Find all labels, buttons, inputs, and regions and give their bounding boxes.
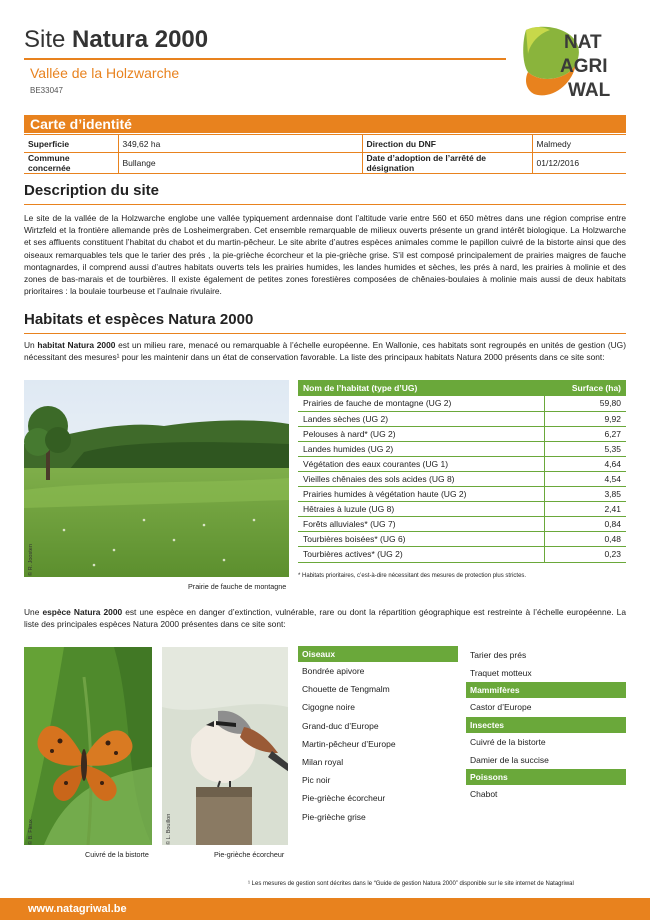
species-group-heading: Poissons [466,769,626,785]
title-divider [24,58,506,60]
logo-text-1: NAT [564,32,602,53]
species-group-heading: Mammifères [466,682,626,698]
section-divider [24,204,626,205]
list-item: Grand-duc d’Europe [302,720,379,731]
list-item: Cigogne noire [302,702,355,713]
table-header: Surface (ha) [544,380,626,396]
identity-value: 349,62 ha [118,135,362,153]
table-row: Prairies de fauche de montagne (UG 2) 59,80 [298,396,626,411]
photo-caption: Pie-grièche écorcheur [214,850,285,859]
description-text: Le site de la vallée de la Holzwarche englobe une vallée typiquement ardennaise dont l’altitude varie entre 560 et 650 mètres dans une région comprise entre Wirtzfeld et la frontière allemande près de Losheimergraben. Cet ensemble remarquable de milieux ouverts présente un grand intérêt biologique. La Holzwarche et ses affluents constituent l’habitat du chabot et du martin-pêcheur. Le site abrite d’autres espèces animales comme le papillon cuivré de la bistorte ainsi que des oiseaux remarquables tels que le tarier des prés , la pie-grièche écorcheur et la pie-grièche grise. S’il est composé principalement de prairies maigres de fauche montagnardes, il comprend aussi d’autres habitats ouverts tels les prairies humides, les landes humides et sèches, les prés à nard, les prairies à molinie et des zones de bas-marais et de tourbières. Il existe également de petites zones forestières composées de chênaies-boulaies à molinie mais aussi de deux habitats prioritaires : la boulaie tourbeuse et l’aulnaie rivulaire. [24,213,626,297]
table-row: Vieilles chênaies des sols acides (UG 8) 4,54 [298,471,626,486]
logo-text-3: WAL [568,80,611,101]
table-row: Forêts alluviales* (UG 7) 0,84 [298,517,626,532]
habitats-heading: Habitats et espèces Natura 2000 [24,311,254,328]
photo-credit: © B. Fieux [28,819,34,845]
table-row: Hêtraies à luzule (UG 8) 2,41 [298,502,626,517]
list-item: Cuivré de la bistorte [470,736,546,747]
species-group-heading: Oiseaux [298,646,458,662]
habitats-table [298,380,626,563]
butterfly-photo [24,647,152,845]
footnote: ¹ Les mesures de gestion sont décrites dans le “Guide de gestion Natura 2000” disponible sur le site internet de Natagriwal [248,881,574,887]
list-item: Castor d’Europe [470,702,532,713]
photo-caption: Prairie de fauche de montagne [188,582,287,591]
species-column-birds [298,646,458,826]
identity-value: Malmedy [532,135,626,153]
table-row: Tourbières actives* (UG 2) 0,23 [298,547,626,562]
identity-label: Date d’adoption de l’arrêté de désignation [362,153,532,174]
table-row: Végétation des eaux courantes (UG 1) 4,64 [298,456,626,471]
photo-caption: Cuivré de la bistorte [85,850,149,859]
page-title: Site Natura 2000 [24,26,209,53]
species-group-heading: Insectes [466,717,626,733]
shrike-photo [162,647,288,845]
natagriwal-logo [520,24,630,104]
list-item: Tarier des prés [470,650,527,660]
list-item: Bondrée apivore [302,666,365,676]
identity-value: Bullange [118,153,362,174]
species-column-others [466,646,626,803]
list-item: Pie-grièche grise [302,811,366,822]
table-row: Pelouses à nard* (UG 2) 6,27 [298,426,626,441]
habitats-footnote: * Habitats prioritaires, c’est-à-dire nécessitant des mesures de protection plus strictes. [298,573,527,579]
table-row: Landes sèches (UG 2) 9,92 [298,411,626,426]
list-item: Milan royal [302,756,344,767]
photo-credit: © L. Bouillon [166,813,172,845]
identity-label: Superficie [24,135,118,153]
list-item: Martin-pêcheur d’Europe [302,738,396,749]
habitats-intro: Un habitat Natura 2000 est un milieu rare, menacé ou remarquable à l’échelle européenne. En Wallonie, ces habitats sont regroupés en unités de gestion (UG) nécessitant des mesures¹ pour les maintenir dans un état de conservation favorable. La liste des principaux habitats Natura 2000 présents dans ce site sont: [24,340,626,363]
list-item: Pic noir [302,775,331,786]
description-heading: Description du site [24,182,160,199]
identity-label: Direction du DNF [362,135,532,153]
table-row: Prairies humides à végétation haute (UG 2) 3,85 [298,487,626,502]
meadow-photo [24,380,289,577]
list-item: Chouette de Tengmalm [302,684,390,695]
list-item: Damier de la succise [470,754,549,765]
logo-text-2: AGRI [560,56,608,77]
section-divider [24,333,626,334]
list-item: Traquet motteux [470,668,532,679]
website-link[interactable]: www.natagriwal.be [28,903,127,915]
identity-label: Commune concernée [24,153,118,174]
list-item: Pie-grièche écorcheur [302,793,386,804]
photo-credit: © R. Joosten [28,544,34,576]
site-code: BE33047 [30,86,63,95]
table-row: Tourbières boisées* (UG 6) 0,48 [298,532,626,547]
site-subtitle: Vallée de la Holzwarche [30,65,180,81]
identity-heading: Carte d’identité [24,115,626,133]
species-intro: Une espèce Natura 2000 est une espèce en danger d’extinction, vulnérable, rare ou dont la répartition géographique est restreinte à l’échelle européenne. La liste des principales espèces Natura 2000 présentes dans ce site sont: [24,607,626,630]
identity-value: 01/12/2016 [532,153,626,174]
table-header: Nom de l’habitat (type d’UG) [298,380,544,396]
identity-table [24,134,626,174]
table-row: Landes humides (UG 2) 5,35 [298,441,626,456]
list-item: Chabot [470,788,498,799]
